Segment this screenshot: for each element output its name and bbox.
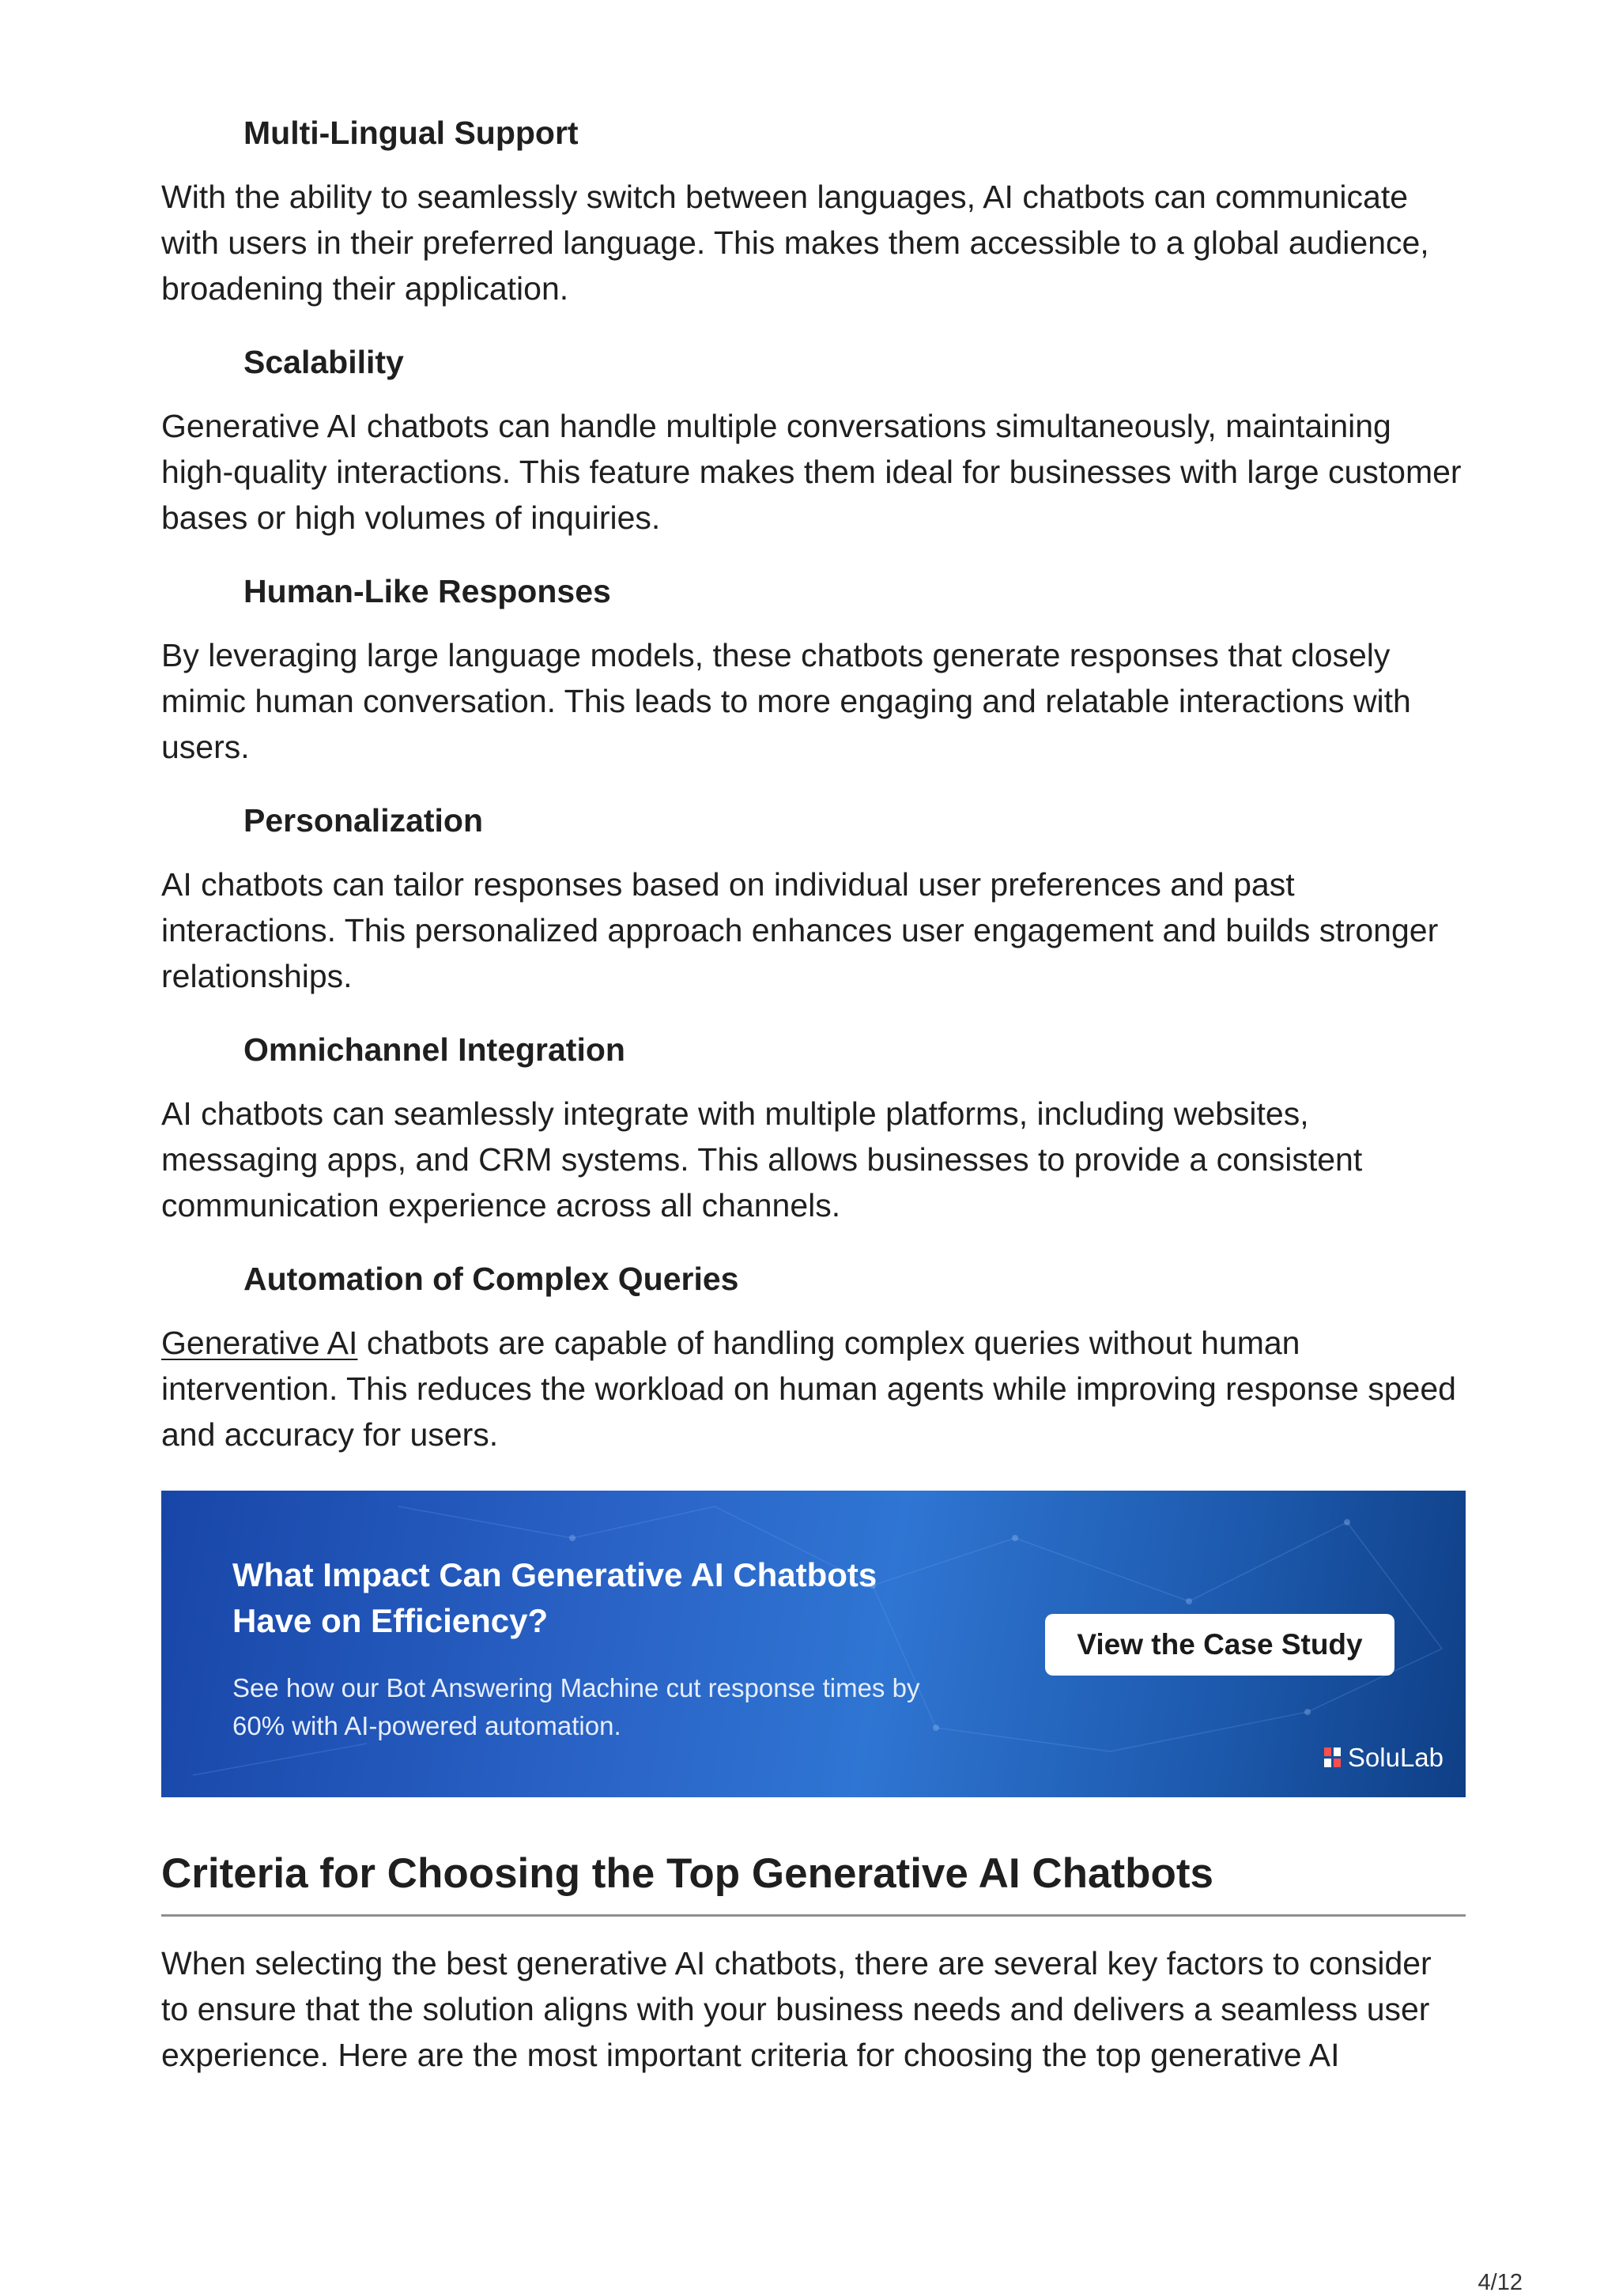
page-number: 4/12 [1477, 2270, 1523, 2295]
feature-body: Generative AI chatbots can handle multiple conversations simultaneously, maintaining high-quality interactions. This feature makes them ideal for businesses with large customer bases or high volumes of inquiries. [161, 408, 1462, 536]
feature-heading: Personalization [243, 802, 484, 839]
feature-personalization [161, 798, 1466, 999]
banner-title: What Impact Can Generative AI Chatbots Have on Efficiency? [232, 1556, 877, 1639]
feature-automation [161, 1257, 1466, 1457]
logo-text: SoluLab [1347, 1743, 1444, 1772]
generative-ai-link[interactable]: Generative AI [161, 1325, 358, 1361]
feature-omnichannel [161, 1027, 1466, 1228]
section-title: Criteria for Choosing the Top Generative AI Chatbots [161, 1846, 1466, 1917]
feature-heading: Scalability [243, 344, 404, 380]
feature-body: By leveraging large language models, these chatbots generate responses that closely mimic human conversation. This leads to more engaging and relatable interactions with users. [161, 637, 1411, 765]
feature-multi-lingual [161, 111, 1466, 311]
feature-heading: Automation of Complex Queries [243, 1261, 739, 1297]
view-case-study-button[interactable]: View the Case Study [1045, 1614, 1394, 1676]
feature-heading: Human-Like Responses [243, 573, 611, 609]
feature-body: AI chatbots can tailor responses based on individual user preferences and past interactions. This personalized approach enhances user engagement and builds stronger relationships. [161, 866, 1439, 994]
feature-body: With the ability to seamlessly switch between languages, AI chatbots can communicate with users in their preferred language. This makes them accessible to a global audience, broadening their application. [161, 179, 1429, 307]
case-study-banner[interactable] [161, 1491, 1466, 1797]
solulab-logo-icon [1324, 1747, 1342, 1768]
feature-scalability [161, 340, 1466, 541]
feature-body-text: chatbots are capable of handling complex queries without human intervention. This reduces the workload on human agents while improving response speed and accuracy for users. [161, 1325, 1456, 1453]
article-content [161, 111, 1466, 2078]
solulab-logo [1324, 1742, 1444, 1774]
feature-heading: Multi-Lingual Support [243, 115, 579, 151]
banner-subtitle: See how our Bot Answering Machine cut response times by 60% with AI-powered automation. [232, 1673, 920, 1740]
section-body: When selecting the best generative AI chatbots, there are several key factors to consider to ensure that the solution aligns with your business needs and delivers a seamless user experience. Here are the most important criteria for choosing the top generative AI [161, 1945, 1432, 2073]
feature-body: AI chatbots can seamlessly integrate with multiple platforms, including websites, messaging apps, and CRM systems. This allows businesses to provide a consistent communication experience across all channels. [161, 1095, 1363, 1223]
feature-body [161, 1320, 1466, 1457]
feature-human-like [161, 569, 1466, 770]
feature-heading: Omnichannel Integration [243, 1031, 625, 1068]
